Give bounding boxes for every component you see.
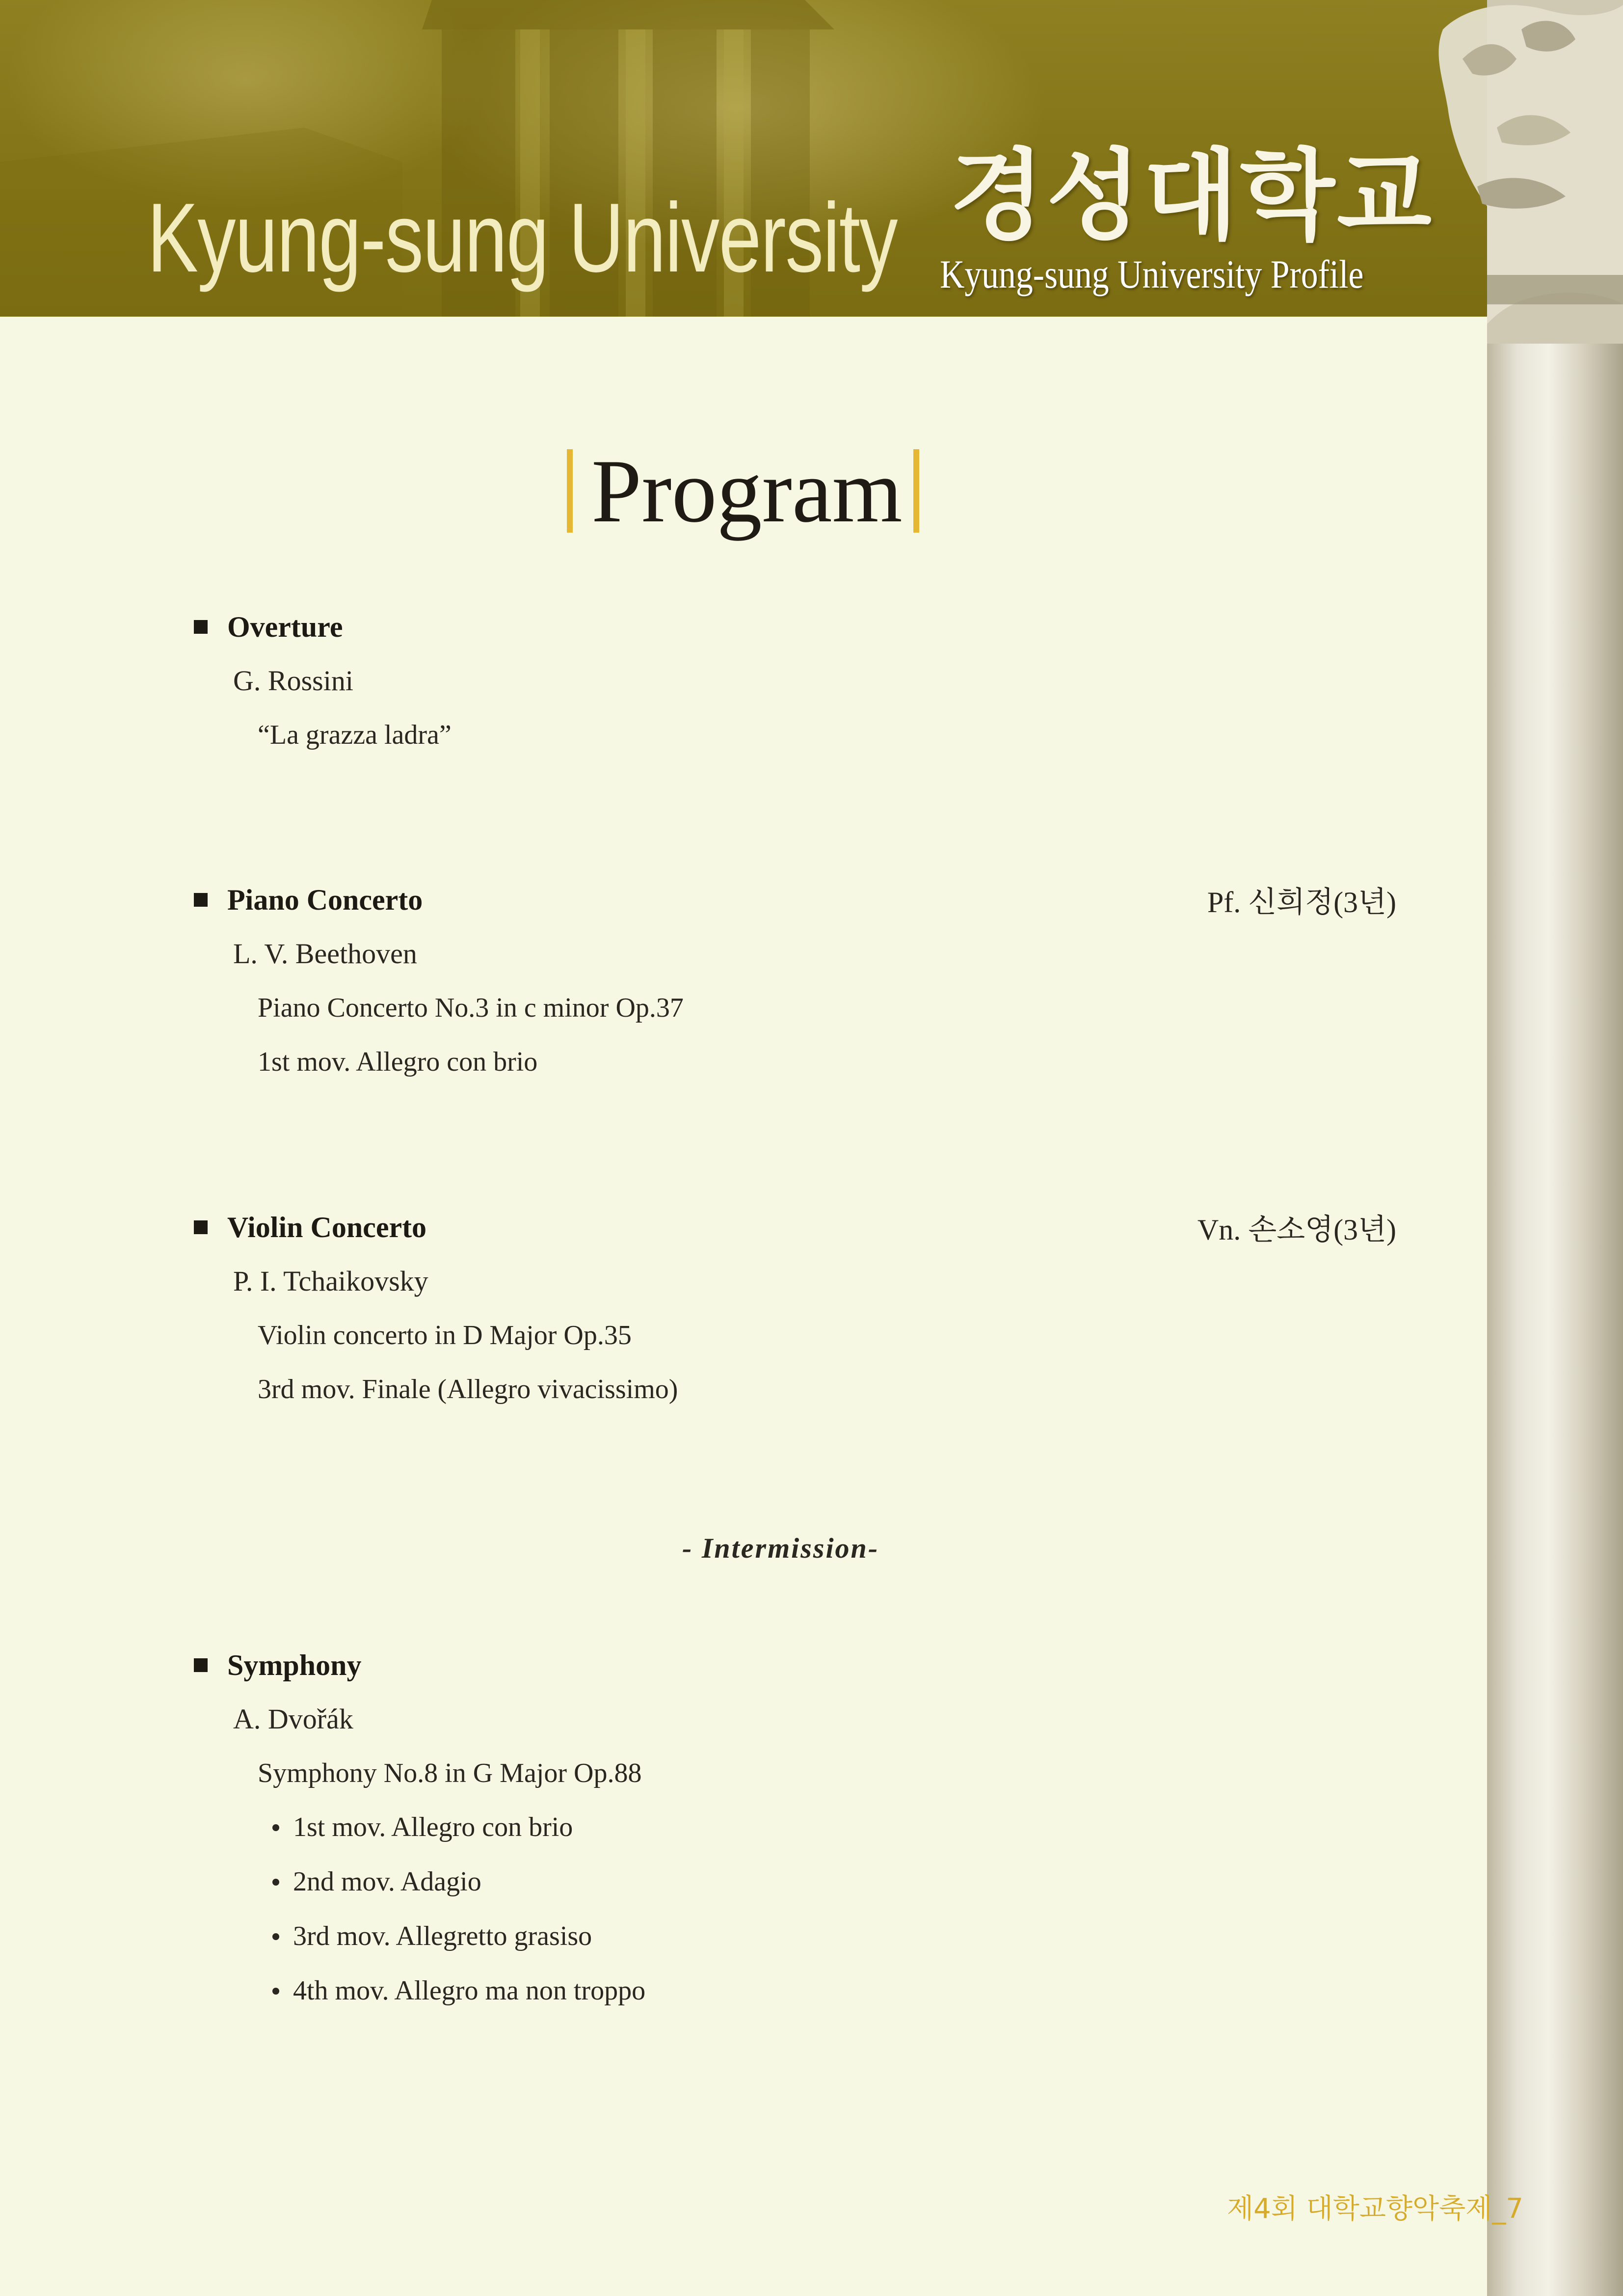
work-movement: 3rd mov. Finale (Allegro vivacissimo) xyxy=(258,1374,678,1405)
marble-pillar-image xyxy=(1487,0,1623,2296)
section-title: Piano Concerto xyxy=(227,883,423,916)
section-head xyxy=(194,1200,1396,1254)
section-head xyxy=(194,600,1396,654)
work-movement: 1st mov. Allegro con brio xyxy=(258,1047,538,1077)
header-banner xyxy=(0,0,1623,317)
university-name-kr: 경성대학교 xyxy=(950,139,1434,253)
section-title: Overture xyxy=(227,610,343,643)
section-title: Symphony xyxy=(227,1648,362,1681)
section-head xyxy=(194,1638,1396,1692)
program-heading xyxy=(567,442,919,540)
page-footer: 제4회 대학교향악축제_7 xyxy=(1227,2193,1523,2225)
square-bullet-icon xyxy=(194,1220,208,1234)
dot-bullet-icon xyxy=(272,1824,279,1831)
movement-item xyxy=(194,1855,1396,1909)
heading-bar-right xyxy=(913,449,919,533)
movement-item xyxy=(194,1800,1396,1855)
movement-item xyxy=(194,1964,1396,2018)
dot-bullet-icon xyxy=(272,1988,279,1995)
movement-label: 1st mov. Allegro con brio xyxy=(293,1812,573,1842)
square-bullet-icon xyxy=(194,1658,208,1672)
square-bullet-icon xyxy=(194,893,208,907)
pillar-capital-image xyxy=(1423,0,1623,344)
intermission-label: - Intermission- xyxy=(682,1532,879,1564)
movement-label: 3rd mov. Allegretto grasiso xyxy=(293,1921,592,1951)
program-section-violin-concerto xyxy=(194,1200,1396,1416)
composer: P. I. Tchaikovsky xyxy=(233,1265,428,1297)
movement-item xyxy=(194,1909,1396,1964)
section-title: Violin Concerto xyxy=(227,1211,427,1243)
performer: Pf. 신희정(3년) xyxy=(1207,886,1396,918)
composer: A. Dvořák xyxy=(233,1703,353,1735)
work-title: Violin concerto in D Major Op.35 xyxy=(258,1320,632,1351)
program-section-piano-concerto xyxy=(194,873,1396,1089)
work-title: Symphony No.8 in G Major Op.88 xyxy=(258,1758,642,1788)
university-profile-subtitle: Kyung-sung University Profile xyxy=(940,252,1364,297)
movement-label: 4th mov. Allegro ma non troppo xyxy=(293,1975,646,2006)
performer: Vn. 손소영(3년) xyxy=(1197,1214,1396,1246)
work-title: “La grazza ladra” xyxy=(258,720,452,750)
university-name-en: Kyung-sung University xyxy=(147,183,897,293)
heading-bar-left xyxy=(567,449,573,533)
composer: G. Rossini xyxy=(233,665,353,697)
section-head xyxy=(194,873,1396,927)
dot-bullet-icon xyxy=(272,1933,279,1940)
page-title: Program xyxy=(591,441,903,541)
square-bullet-icon xyxy=(194,620,208,634)
movement-label: 2nd mov. Adagio xyxy=(293,1866,481,1897)
composer: L. V. Beethoven xyxy=(233,938,417,970)
dot-bullet-icon xyxy=(272,1879,279,1886)
work-title: Piano Concerto No.3 in c minor Op.37 xyxy=(258,993,684,1023)
program-section-overture xyxy=(194,600,1396,762)
program-section-symphony xyxy=(194,1638,1396,2018)
